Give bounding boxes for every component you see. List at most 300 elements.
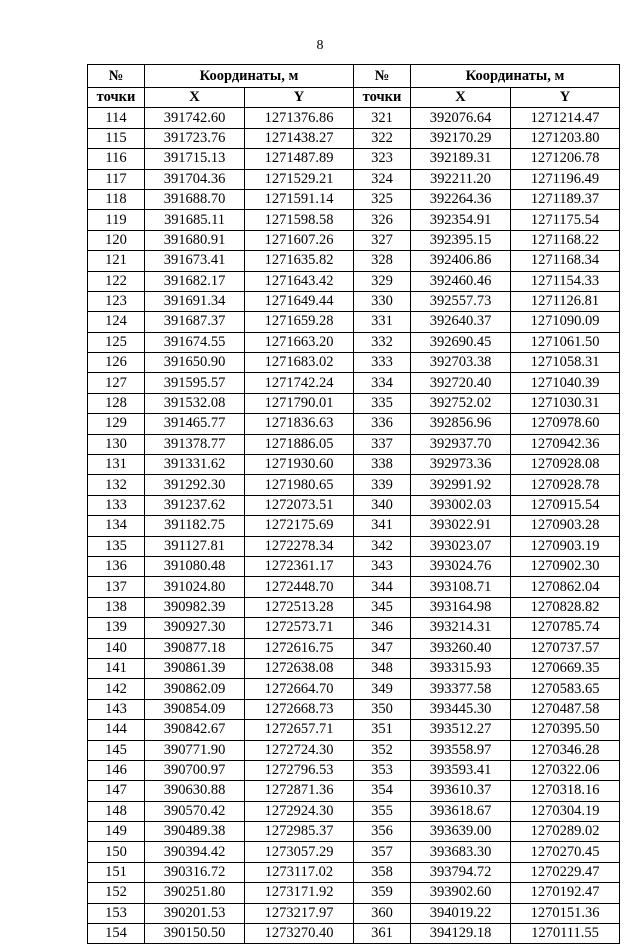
left-point-y: 1272871.36	[245, 781, 354, 801]
right-point-x: 392557.73	[411, 291, 511, 311]
left-point-num: 117	[88, 169, 145, 189]
table-row	[88, 332, 620, 352]
right-point-y: 1271196.49	[511, 169, 620, 189]
right-point-x: 392211.20	[411, 169, 511, 189]
left-point-x: 391688.70	[145, 189, 245, 209]
right-point-x: 393002.03	[411, 495, 511, 515]
left-point-x: 391715.13	[145, 149, 245, 169]
right-point-y: 1270395.50	[511, 720, 620, 740]
right-point-num: 360	[354, 903, 411, 923]
right-point-num: 323	[354, 149, 411, 169]
left-point-num: 124	[88, 312, 145, 332]
left-point-y: 1272513.28	[245, 597, 354, 617]
table-row	[88, 230, 620, 250]
right-point-num: 324	[354, 169, 411, 189]
left-point-x: 391691.34	[145, 291, 245, 311]
header-row-top	[88, 65, 620, 88]
left-point-x: 391673.41	[145, 251, 245, 271]
left-point-y: 1271742.24	[245, 373, 354, 393]
left-point-x: 390630.88	[145, 781, 245, 801]
table-row	[88, 189, 620, 209]
right-point-x: 392170.29	[411, 128, 511, 148]
right-point-num: 352	[354, 740, 411, 760]
left-point-y: 1271836.63	[245, 414, 354, 434]
right-point-x: 392973.36	[411, 455, 511, 475]
right-point-num: 346	[354, 618, 411, 638]
left-point-x: 391704.36	[145, 169, 245, 189]
table-row	[88, 801, 620, 821]
table-row	[88, 781, 620, 801]
right-point-y: 1270487.58	[511, 699, 620, 719]
left-point-y: 1272985.37	[245, 822, 354, 842]
right-point-num: 355	[354, 801, 411, 821]
left-point-y: 1271438.27	[245, 128, 354, 148]
right-point-y: 1271168.34	[511, 251, 620, 271]
left-point-y: 1273217.97	[245, 903, 354, 923]
left-point-x: 391650.90	[145, 353, 245, 373]
left-point-num: 129	[88, 414, 145, 434]
right-point-x: 392189.31	[411, 149, 511, 169]
right-point-x: 393260.40	[411, 638, 511, 658]
right-point-num: 333	[354, 353, 411, 373]
right-point-x: 394129.18	[411, 924, 511, 944]
right-point-x: 393377.58	[411, 679, 511, 699]
right-point-num: 349	[354, 679, 411, 699]
right-point-num: 347	[354, 638, 411, 658]
right-point-y: 1270151.36	[511, 903, 620, 923]
left-point-y: 1271886.05	[245, 434, 354, 454]
left-point-y: 1271980.65	[245, 475, 354, 495]
table-row	[88, 271, 620, 291]
left-point-y: 1271790.01	[245, 393, 354, 413]
right-point-y: 1270669.35	[511, 658, 620, 678]
left-point-num: 147	[88, 781, 145, 801]
right-point-num: 356	[354, 822, 411, 842]
right-point-x: 392937.70	[411, 434, 511, 454]
header-y-left: Y	[245, 88, 354, 108]
right-point-y: 1271189.37	[511, 189, 620, 209]
left-point-x: 391595.57	[145, 373, 245, 393]
right-point-x: 393512.27	[411, 720, 511, 740]
left-point-num: 130	[88, 434, 145, 454]
left-point-y: 1271683.02	[245, 353, 354, 373]
left-point-x: 390316.72	[145, 862, 245, 882]
right-point-y: 1271175.54	[511, 210, 620, 230]
left-point-num: 154	[88, 924, 145, 944]
left-point-num: 152	[88, 883, 145, 903]
right-point-y: 1270111.55	[511, 924, 620, 944]
left-point-num: 115	[88, 128, 145, 148]
left-point-y: 1272278.34	[245, 536, 354, 556]
header-point-left: точки	[88, 88, 145, 108]
table-row	[88, 597, 620, 617]
right-point-x: 392640.37	[411, 312, 511, 332]
left-point-x: 391378.77	[145, 434, 245, 454]
right-point-y: 1271058.31	[511, 353, 620, 373]
left-point-num: 125	[88, 332, 145, 352]
right-point-num: 348	[354, 658, 411, 678]
left-point-x: 390854.09	[145, 699, 245, 719]
right-point-x: 393618.67	[411, 801, 511, 821]
left-point-x: 391080.48	[145, 556, 245, 576]
right-point-x: 393315.93	[411, 658, 511, 678]
left-point-y: 1272361.17	[245, 556, 354, 576]
right-point-num: 332	[354, 332, 411, 352]
right-point-y: 1271214.47	[511, 108, 620, 128]
table-row	[88, 291, 620, 311]
left-point-y: 1272073.51	[245, 495, 354, 515]
right-point-x: 393902.60	[411, 883, 511, 903]
table-row	[88, 740, 620, 760]
right-point-y: 1271061.50	[511, 332, 620, 352]
left-point-y: 1272924.30	[245, 801, 354, 821]
left-point-num: 139	[88, 618, 145, 638]
table-row	[88, 251, 620, 271]
table-row	[88, 169, 620, 189]
right-point-num: 322	[354, 128, 411, 148]
right-point-x: 393683.30	[411, 842, 511, 862]
right-point-num: 354	[354, 781, 411, 801]
right-point-y: 1270583.65	[511, 679, 620, 699]
right-point-x: 393794.72	[411, 862, 511, 882]
right-point-x: 392856.96	[411, 414, 511, 434]
left-point-x: 391532.08	[145, 393, 245, 413]
left-point-num: 143	[88, 699, 145, 719]
left-point-num: 144	[88, 720, 145, 740]
right-point-x: 393593.41	[411, 760, 511, 780]
left-point-num: 135	[88, 536, 145, 556]
left-point-x: 391682.17	[145, 271, 245, 291]
left-point-x: 391292.30	[145, 475, 245, 495]
right-point-y: 1270915.54	[511, 495, 620, 515]
table-row	[88, 924, 620, 944]
table-row	[88, 210, 620, 230]
right-point-y: 1271030.31	[511, 393, 620, 413]
left-point-y: 1271376.86	[245, 108, 354, 128]
right-point-x: 392720.40	[411, 373, 511, 393]
left-point-y: 1273057.29	[245, 842, 354, 862]
left-point-y: 1273270.40	[245, 924, 354, 944]
right-point-num: 350	[354, 699, 411, 719]
header-coords-right: Координаты, м	[411, 65, 620, 88]
left-point-num: 153	[88, 903, 145, 923]
header-num-right: №	[354, 65, 411, 88]
table-row	[88, 536, 620, 556]
table-row	[88, 128, 620, 148]
left-point-x: 390982.39	[145, 597, 245, 617]
left-point-y: 1271649.44	[245, 291, 354, 311]
left-point-x: 390150.50	[145, 924, 245, 944]
right-point-y: 1270785.74	[511, 618, 620, 638]
right-point-num: 327	[354, 230, 411, 250]
right-point-x: 392354.91	[411, 210, 511, 230]
left-point-num: 136	[88, 556, 145, 576]
table-row	[88, 883, 620, 903]
right-point-x: 393445.30	[411, 699, 511, 719]
right-point-num: 341	[354, 516, 411, 536]
right-point-y: 1270928.78	[511, 475, 620, 495]
table-row	[88, 679, 620, 699]
left-point-num: 134	[88, 516, 145, 536]
left-point-num: 122	[88, 271, 145, 291]
table-row	[88, 903, 620, 923]
right-point-num: 325	[354, 189, 411, 209]
right-point-x: 392406.86	[411, 251, 511, 271]
left-point-y: 1272616.75	[245, 638, 354, 658]
left-point-x: 391723.76	[145, 128, 245, 148]
right-point-num: 340	[354, 495, 411, 515]
table-row	[88, 516, 620, 536]
left-point-num: 145	[88, 740, 145, 760]
left-point-num: 140	[88, 638, 145, 658]
left-point-num: 141	[88, 658, 145, 678]
right-point-num: 353	[354, 760, 411, 780]
right-point-y: 1270903.28	[511, 516, 620, 536]
right-point-y: 1271203.80	[511, 128, 620, 148]
left-point-num: 118	[88, 189, 145, 209]
table-row	[88, 862, 620, 882]
left-point-num: 123	[88, 291, 145, 311]
left-point-x: 391687.37	[145, 312, 245, 332]
header-x-right: X	[411, 88, 511, 108]
left-point-x: 390862.09	[145, 679, 245, 699]
right-point-x: 392690.45	[411, 332, 511, 352]
right-point-y: 1270737.57	[511, 638, 620, 658]
table-row	[88, 618, 620, 638]
left-point-y: 1271591.14	[245, 189, 354, 209]
table-row	[88, 822, 620, 842]
left-point-num: 151	[88, 862, 145, 882]
right-point-x: 392264.36	[411, 189, 511, 209]
left-point-y: 1272573.71	[245, 618, 354, 638]
right-point-num: 331	[354, 312, 411, 332]
table-row	[88, 842, 620, 862]
table-row	[88, 373, 620, 393]
table-row	[88, 720, 620, 740]
left-point-x: 390861.39	[145, 658, 245, 678]
left-point-num: 116	[88, 149, 145, 169]
left-point-num: 150	[88, 842, 145, 862]
table-row	[88, 699, 620, 719]
left-point-y: 1272796.53	[245, 760, 354, 780]
table-row	[88, 393, 620, 413]
left-point-y: 1272724.30	[245, 740, 354, 760]
right-point-num: 321	[354, 108, 411, 128]
right-point-y: 1270322.06	[511, 760, 620, 780]
right-point-num: 339	[354, 475, 411, 495]
table-row	[88, 149, 620, 169]
left-point-y: 1272638.08	[245, 658, 354, 678]
right-point-num: 328	[354, 251, 411, 271]
left-point-num: 138	[88, 597, 145, 617]
left-point-y: 1271930.60	[245, 455, 354, 475]
left-point-y: 1272668.73	[245, 699, 354, 719]
table-row	[88, 475, 620, 495]
left-point-x: 390700.97	[145, 760, 245, 780]
left-point-x: 390489.38	[145, 822, 245, 842]
left-point-y: 1273117.02	[245, 862, 354, 882]
header-x-left: X	[145, 88, 245, 108]
left-point-y: 1271643.42	[245, 271, 354, 291]
right-point-num: 343	[354, 556, 411, 576]
page-number: 8	[316, 38, 324, 53]
left-point-num: 132	[88, 475, 145, 495]
left-point-x: 390877.18	[145, 638, 245, 658]
right-point-num: 326	[354, 210, 411, 230]
left-point-num: 131	[88, 455, 145, 475]
right-point-x: 392076.64	[411, 108, 511, 128]
right-point-x: 393164.98	[411, 597, 511, 617]
left-point-y: 1272657.71	[245, 720, 354, 740]
left-point-x: 391742.60	[145, 108, 245, 128]
table-row	[88, 556, 620, 576]
left-point-y: 1271607.26	[245, 230, 354, 250]
left-point-x: 390251.80	[145, 883, 245, 903]
table-row	[88, 658, 620, 678]
left-point-num: 127	[88, 373, 145, 393]
left-point-x: 391680.91	[145, 230, 245, 250]
left-point-num: 137	[88, 577, 145, 597]
header-y-right: Y	[511, 88, 620, 108]
table-row	[88, 353, 620, 373]
right-point-num: 359	[354, 883, 411, 903]
right-point-x: 393022.91	[411, 516, 511, 536]
right-point-num: 338	[354, 455, 411, 475]
right-point-y: 1270902.30	[511, 556, 620, 576]
right-point-y: 1270229.47	[511, 862, 620, 882]
right-point-num: 330	[354, 291, 411, 311]
right-point-y: 1270903.19	[511, 536, 620, 556]
left-point-num: 133	[88, 495, 145, 515]
right-point-x: 393108.71	[411, 577, 511, 597]
left-point-num: 146	[88, 760, 145, 780]
left-point-y: 1271487.89	[245, 149, 354, 169]
right-point-y: 1270318.16	[511, 781, 620, 801]
left-point-y: 1271659.28	[245, 312, 354, 332]
right-point-y: 1270192.47	[511, 883, 620, 903]
left-point-y: 1272448.70	[245, 577, 354, 597]
right-point-x: 393558.97	[411, 740, 511, 760]
table-row	[88, 312, 620, 332]
left-point-x: 391024.80	[145, 577, 245, 597]
left-point-num: 142	[88, 679, 145, 699]
table-row	[88, 434, 620, 454]
table-row	[88, 495, 620, 515]
left-point-x: 391465.77	[145, 414, 245, 434]
table-row	[88, 414, 620, 434]
right-point-x: 392752.02	[411, 393, 511, 413]
right-point-y: 1271206.78	[511, 149, 620, 169]
header-num-left: №	[88, 65, 145, 88]
right-point-y: 1270828.82	[511, 597, 620, 617]
right-point-num: 337	[354, 434, 411, 454]
right-point-num: 329	[354, 271, 411, 291]
left-point-num: 128	[88, 393, 145, 413]
left-point-num: 114	[88, 108, 145, 128]
right-point-y: 1270289.02	[511, 822, 620, 842]
header-coords-left: Координаты, м	[145, 65, 354, 88]
right-point-num: 344	[354, 577, 411, 597]
right-point-x: 392991.92	[411, 475, 511, 495]
right-point-x: 393610.37	[411, 781, 511, 801]
left-point-x: 390771.90	[145, 740, 245, 760]
right-point-num: 345	[354, 597, 411, 617]
left-point-x: 390570.42	[145, 801, 245, 821]
left-point-y: 1271598.58	[245, 210, 354, 230]
table-row	[88, 108, 620, 128]
left-point-num: 126	[88, 353, 145, 373]
right-point-x: 393214.31	[411, 618, 511, 638]
right-point-x: 394019.22	[411, 903, 511, 923]
table-row	[88, 577, 620, 597]
left-point-x: 390201.53	[145, 903, 245, 923]
right-point-y: 1270942.36	[511, 434, 620, 454]
left-point-x: 391685.11	[145, 210, 245, 230]
right-point-num: 351	[354, 720, 411, 740]
left-point-x: 391331.62	[145, 455, 245, 475]
left-point-num: 119	[88, 210, 145, 230]
right-point-y: 1271168.22	[511, 230, 620, 250]
right-point-num: 335	[354, 393, 411, 413]
left-point-y: 1272175.69	[245, 516, 354, 536]
left-point-x: 391182.75	[145, 516, 245, 536]
right-point-x: 393023.07	[411, 536, 511, 556]
right-point-x: 392460.46	[411, 271, 511, 291]
right-point-x: 392703.38	[411, 353, 511, 373]
right-point-y: 1271040.39	[511, 373, 620, 393]
left-point-y: 1273171.92	[245, 883, 354, 903]
header-point-right: точки	[354, 88, 411, 108]
right-point-y: 1270270.45	[511, 842, 620, 862]
left-point-x: 390927.30	[145, 618, 245, 638]
right-point-num: 357	[354, 842, 411, 862]
right-point-y: 1270978.60	[511, 414, 620, 434]
left-point-num: 149	[88, 822, 145, 842]
table-row	[88, 760, 620, 780]
right-point-y: 1270862.04	[511, 577, 620, 597]
right-point-y: 1270304.19	[511, 801, 620, 821]
right-point-num: 336	[354, 414, 411, 434]
right-point-num: 358	[354, 862, 411, 882]
header-row-bottom	[88, 88, 620, 108]
left-point-y: 1272664.70	[245, 679, 354, 699]
right-point-y: 1270928.08	[511, 455, 620, 475]
right-point-x: 393639.00	[411, 822, 511, 842]
right-point-y: 1271090.09	[511, 312, 620, 332]
table-body	[88, 108, 620, 944]
left-point-x: 390394.42	[145, 842, 245, 862]
right-point-num: 361	[354, 924, 411, 944]
left-point-y: 1271663.20	[245, 332, 354, 352]
table-row	[88, 455, 620, 475]
left-point-x: 390842.67	[145, 720, 245, 740]
right-point-x: 392395.15	[411, 230, 511, 250]
right-point-y: 1271126.81	[511, 291, 620, 311]
left-point-x: 391237.62	[145, 495, 245, 515]
left-point-x: 391127.81	[145, 536, 245, 556]
right-point-y: 1270346.28	[511, 740, 620, 760]
right-point-y: 1271154.33	[511, 271, 620, 291]
right-point-x: 393024.76	[411, 556, 511, 576]
coordinates-table	[87, 64, 620, 944]
left-point-x: 391674.55	[145, 332, 245, 352]
left-point-num: 120	[88, 230, 145, 250]
left-point-y: 1271635.82	[245, 251, 354, 271]
right-point-num: 334	[354, 373, 411, 393]
right-point-num: 342	[354, 536, 411, 556]
left-point-y: 1271529.21	[245, 169, 354, 189]
left-point-num: 121	[88, 251, 145, 271]
